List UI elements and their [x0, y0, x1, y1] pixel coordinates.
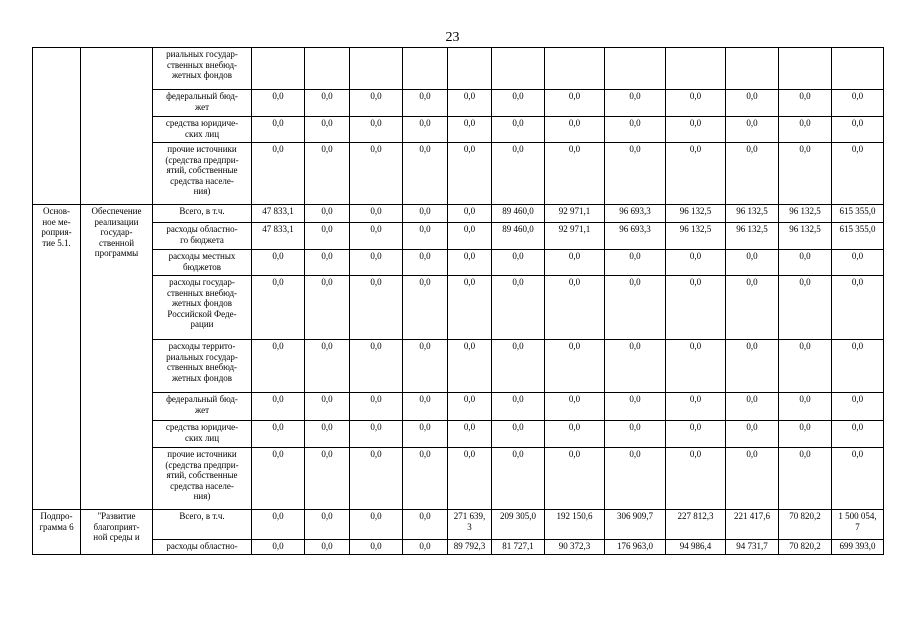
value-cell: 0,0 [545, 448, 605, 510]
value-cell: 0,0 [403, 340, 448, 393]
value-cell: 96 132,5 [726, 223, 779, 250]
value-cell: 0,0 [448, 421, 492, 448]
value-cell: 0,0 [448, 448, 492, 510]
funding-source-cell: расходы местных бюджетов [153, 250, 252, 276]
value-cell: 70 820,2 [779, 510, 832, 540]
value-cell: 0,0 [252, 448, 305, 510]
value-cell: 0,0 [605, 250, 666, 276]
value-cell: 306 909,7 [605, 510, 666, 540]
value-cell: 0,0 [832, 448, 884, 510]
value-cell: 0,0 [305, 510, 350, 540]
value-cell: 0,0 [779, 143, 832, 205]
group-code-cell [33, 48, 81, 205]
value-cell: 0,0 [545, 143, 605, 205]
value-cell: 0,0 [779, 276, 832, 340]
funding-source-cell: прочие источники (средства предпри- ятий, собственные средства населе- ния) [153, 448, 252, 510]
value-cell: 0,0 [252, 90, 305, 117]
page-number: 23 [445, 30, 460, 45]
value-cell: 699 393,0 [832, 540, 884, 555]
value-cell: 0,0 [492, 250, 545, 276]
value-cell: 0,0 [403, 90, 448, 117]
value-cell: 0,0 [448, 90, 492, 117]
value-cell: 0,0 [252, 143, 305, 205]
value-cell: 47 833,1 [252, 205, 305, 223]
value-cell: 0,0 [666, 421, 726, 448]
value-cell: 0,0 [350, 223, 403, 250]
value-cell: 271 639, 3 [448, 510, 492, 540]
value-cell: 0,0 [350, 393, 403, 421]
value-cell: 0,0 [252, 393, 305, 421]
value-cell: 0,0 [779, 421, 832, 448]
value-cell: 0,0 [350, 340, 403, 393]
value-cell: 0,0 [832, 250, 884, 276]
table-row [33, 48, 884, 90]
value-cell: 47 833,1 [252, 223, 305, 250]
value-cell: 0,0 [403, 448, 448, 510]
value-cell: 0,0 [305, 276, 350, 340]
value-cell: 0,0 [448, 393, 492, 421]
value-cell: 0,0 [448, 250, 492, 276]
group-name-cell: Обеспечение реализации государ- ственной программы [81, 205, 153, 510]
value-cell: 96 693,3 [605, 205, 666, 223]
value-cell: 0,0 [545, 117, 605, 143]
value-cell: 96 132,5 [779, 223, 832, 250]
value-cell: 92 971,1 [545, 223, 605, 250]
value-cell: 0,0 [448, 223, 492, 250]
funding-source-cell: Всего, в т.ч. [153, 205, 252, 223]
value-cell: 0,0 [252, 250, 305, 276]
funding-source-cell: расходы государ- ственных внебюд- жетных фондов Российской Феде- рации [153, 276, 252, 340]
value-cell: 0,0 [448, 143, 492, 205]
value-cell: 0,0 [403, 540, 448, 555]
value-cell: 0,0 [605, 340, 666, 393]
value-cell: 0,0 [832, 421, 884, 448]
value-cell: 0,0 [605, 421, 666, 448]
funding-source-cell: расходы областно- го бюджета [153, 223, 252, 250]
table-row [33, 340, 884, 393]
value-cell: 96 132,5 [779, 205, 832, 223]
value-cell: 0,0 [726, 143, 779, 205]
value-cell: 0,0 [403, 510, 448, 540]
value-cell: 0,0 [726, 250, 779, 276]
value-cell: 0,0 [252, 276, 305, 340]
value-cell: 94 731,7 [726, 540, 779, 555]
value-cell: 0,0 [726, 90, 779, 117]
value-cell: 0,0 [666, 117, 726, 143]
table-row [33, 90, 884, 117]
value-cell: 0,0 [832, 340, 884, 393]
value-cell: 0,0 [350, 421, 403, 448]
value-cell: 0,0 [666, 250, 726, 276]
value-cell: 0,0 [403, 250, 448, 276]
value-cell: 0,0 [492, 90, 545, 117]
value-cell: 0,0 [403, 223, 448, 250]
value-cell: 0,0 [403, 421, 448, 448]
value-cell: 1 500 054, 7 [832, 510, 884, 540]
value-cell [448, 48, 492, 90]
value-cell [726, 48, 779, 90]
value-cell: 0,0 [832, 143, 884, 205]
group-code-cell: Основ- ное ме- роприя- тие 5.1. [33, 205, 81, 510]
table-row [33, 448, 884, 510]
table-row [33, 143, 884, 205]
funding-source-cell: средства юридиче- ских лиц [153, 117, 252, 143]
value-cell: 0,0 [403, 393, 448, 421]
budget-table [32, 47, 884, 555]
value-cell: 0,0 [726, 117, 779, 143]
table-row [33, 250, 884, 276]
budget-table-body [33, 48, 884, 555]
value-cell: 0,0 [832, 117, 884, 143]
value-cell: 0,0 [305, 205, 350, 223]
value-cell: 0,0 [492, 276, 545, 340]
value-cell: 0,0 [350, 205, 403, 223]
value-cell: 0,0 [403, 143, 448, 205]
value-cell: 89 460,0 [492, 205, 545, 223]
value-cell: 90 372,3 [545, 540, 605, 555]
value-cell: 0,0 [832, 90, 884, 117]
value-cell: 0,0 [605, 276, 666, 340]
funding-source-cell: риальных государ- ственных внебюд- жетных фондов [153, 48, 252, 90]
value-cell: 0,0 [779, 340, 832, 393]
value-cell: 0,0 [403, 205, 448, 223]
funding-source-cell: Всего, в т.ч. [153, 510, 252, 540]
value-cell: 0,0 [252, 117, 305, 143]
value-cell: 0,0 [305, 90, 350, 117]
value-cell: 0,0 [726, 448, 779, 510]
value-cell: 0,0 [305, 143, 350, 205]
value-cell: 209 305,0 [492, 510, 545, 540]
value-cell: 96 132,5 [726, 205, 779, 223]
value-cell: 0,0 [403, 276, 448, 340]
value-cell: 0,0 [350, 117, 403, 143]
value-cell: 0,0 [252, 340, 305, 393]
value-cell: 0,0 [779, 117, 832, 143]
value-cell: 0,0 [350, 540, 403, 555]
value-cell: 0,0 [350, 250, 403, 276]
value-cell: 0,0 [605, 143, 666, 205]
value-cell [832, 48, 884, 90]
value-cell: 96 693,3 [605, 223, 666, 250]
value-cell: 0,0 [545, 340, 605, 393]
value-cell: 0,0 [666, 90, 726, 117]
value-cell: 615 355,0 [832, 223, 884, 250]
value-cell: 0,0 [448, 117, 492, 143]
value-cell: 0,0 [545, 90, 605, 117]
table-row [33, 510, 884, 540]
value-cell: 0,0 [403, 117, 448, 143]
value-cell: 0,0 [305, 448, 350, 510]
group-name-cell [81, 48, 153, 205]
value-cell [492, 48, 545, 90]
value-cell: 0,0 [252, 540, 305, 555]
value-cell: 0,0 [350, 90, 403, 117]
value-cell: 0,0 [448, 276, 492, 340]
value-cell: 0,0 [305, 340, 350, 393]
value-cell: 0,0 [605, 117, 666, 143]
value-cell: 0,0 [492, 421, 545, 448]
value-cell: 0,0 [666, 143, 726, 205]
value-cell: 0,0 [666, 340, 726, 393]
value-cell [545, 48, 605, 90]
value-cell: 0,0 [305, 250, 350, 276]
value-cell: 70 820,2 [779, 540, 832, 555]
value-cell: 0,0 [350, 448, 403, 510]
value-cell: 0,0 [492, 143, 545, 205]
value-cell: 0,0 [726, 421, 779, 448]
value-cell: 89 460,0 [492, 223, 545, 250]
value-cell: 0,0 [832, 393, 884, 421]
value-cell [350, 48, 403, 90]
value-cell: 0,0 [492, 448, 545, 510]
table-row [33, 421, 884, 448]
funding-source-cell: прочие источники (средства предпри- ятий, собственные средства населе- ния) [153, 143, 252, 205]
value-cell: 94 986,4 [666, 540, 726, 555]
value-cell: 0,0 [666, 393, 726, 421]
value-cell: 0,0 [545, 250, 605, 276]
value-cell: 0,0 [448, 205, 492, 223]
value-cell: 0,0 [666, 276, 726, 340]
value-cell: 0,0 [252, 510, 305, 540]
value-cell: 0,0 [666, 448, 726, 510]
value-cell: 0,0 [779, 90, 832, 117]
value-cell [779, 48, 832, 90]
value-cell: 0,0 [252, 421, 305, 448]
table-row [33, 393, 884, 421]
value-cell: 0,0 [545, 276, 605, 340]
value-cell: 0,0 [448, 340, 492, 393]
value-cell: 0,0 [545, 421, 605, 448]
value-cell: 0,0 [305, 421, 350, 448]
funding-source-cell: расходы террито- риальных государ- ственных внебюд- жетных фондов [153, 340, 252, 393]
value-cell [305, 48, 350, 90]
table-row [33, 540, 884, 555]
value-cell: 92 971,1 [545, 205, 605, 223]
table-row [33, 205, 884, 223]
value-cell: 0,0 [779, 393, 832, 421]
table-row [33, 276, 884, 340]
value-cell: 0,0 [726, 393, 779, 421]
value-cell: 0,0 [779, 250, 832, 276]
value-cell: 0,0 [605, 90, 666, 117]
value-cell [605, 48, 666, 90]
value-cell: 192 150,6 [545, 510, 605, 540]
value-cell: 227 812,3 [666, 510, 726, 540]
value-cell: 0,0 [305, 393, 350, 421]
funding-source-cell: средства юридиче- ских лиц [153, 421, 252, 448]
value-cell: 0,0 [305, 540, 350, 555]
table-row [33, 223, 884, 250]
value-cell: 221 417,6 [726, 510, 779, 540]
value-cell: 0,0 [726, 340, 779, 393]
value-cell: 0,0 [779, 448, 832, 510]
value-cell: 0,0 [492, 340, 545, 393]
value-cell: 0,0 [492, 117, 545, 143]
value-cell: 0,0 [305, 117, 350, 143]
funding-source-cell: федеральный бюд- жет [153, 393, 252, 421]
table-row [33, 117, 884, 143]
value-cell: 96 132,5 [666, 223, 726, 250]
funding-source-cell: расходы областно- [153, 540, 252, 555]
value-cell: 615 355,0 [832, 205, 884, 223]
value-cell [403, 48, 448, 90]
value-cell: 0,0 [605, 393, 666, 421]
value-cell: 0,0 [350, 510, 403, 540]
value-cell: 0,0 [832, 276, 884, 340]
value-cell: 0,0 [350, 276, 403, 340]
value-cell: 0,0 [605, 448, 666, 510]
value-cell: 0,0 [492, 393, 545, 421]
value-cell: 81 727,1 [492, 540, 545, 555]
value-cell: 96 132,5 [666, 205, 726, 223]
group-name-cell: "Развитие благоприят- ной среды и [81, 510, 153, 555]
value-cell: 0,0 [350, 143, 403, 205]
value-cell: 89 792,3 [448, 540, 492, 555]
value-cell: 0,0 [726, 276, 779, 340]
group-code-cell: Подпро- грамма 6 [33, 510, 81, 555]
value-cell [666, 48, 726, 90]
value-cell: 0,0 [545, 393, 605, 421]
value-cell: 0,0 [305, 223, 350, 250]
value-cell: 176 963,0 [605, 540, 666, 555]
value-cell [252, 48, 305, 90]
funding-source-cell: федеральный бюд- жет [153, 90, 252, 117]
